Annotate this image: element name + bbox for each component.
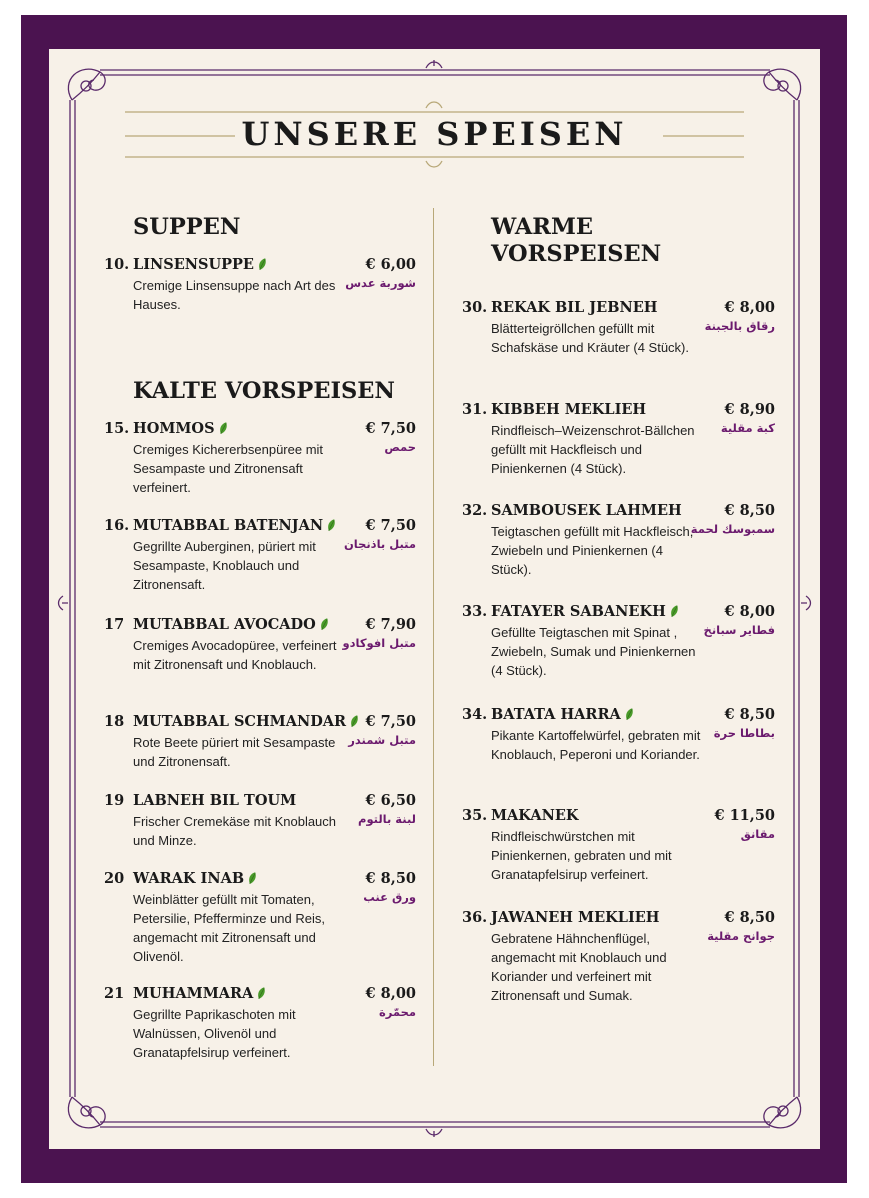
- item-description: Blätterteigröllchen gefüllt mit Schafskäse und Kräuter (4 Stück).: [491, 321, 689, 355]
- item-arabic-name: رقاق بالجبنة: [704, 319, 775, 333]
- menu-item: [104, 985, 416, 1062]
- item-description: Frischer Cremekäse mit Knoblauch und Minze.: [133, 814, 337, 848]
- vegan-leaf-icon: [258, 258, 267, 271]
- menu-item: [104, 420, 416, 497]
- menu-item: [462, 603, 775, 680]
- item-arabic-name: بطاطا حرة: [713, 726, 775, 740]
- item-description: Rindfleischwürstchen mit Pinienkernen, gebraten und mit Granatapfelsirup verfeinert.: [491, 829, 672, 882]
- item-arabic-name: كبة مقلية: [720, 421, 775, 435]
- item-description: Gebratene Hähnchenflügel, angemacht mit Knoblauch und Koriander und verfeinert mit Zitronensaft und Sumak.: [491, 931, 667, 1003]
- item-number: 15.: [104, 420, 130, 437]
- item-arabic-name: سمبوسك لحمة: [690, 522, 775, 536]
- item-description: Rindfleisch–Weizenschrot-Bällchen gefüllt mit Hackfleisch und Pinienkernen (4 Stück).: [491, 423, 695, 476]
- vegan-leaf-icon: [670, 605, 679, 618]
- item-name: MAKANEK: [491, 807, 579, 824]
- item-arabic-name: لبنة بالتوم: [358, 812, 416, 826]
- item-name: KIBBEH MEKLIEH: [491, 401, 647, 418]
- item-name: REKAK BIL JEBNEH: [491, 299, 658, 316]
- vegan-leaf-icon: [625, 708, 634, 721]
- section-title-warme-1: WARME: [491, 214, 594, 240]
- item-name: MUHAMMARA: [133, 985, 254, 1002]
- item-price: € 7,50: [365, 420, 416, 437]
- vegan-leaf-icon: [350, 715, 359, 728]
- item-arabic-name: فطاير سبانخ: [703, 623, 775, 637]
- item-number: 35.: [462, 807, 488, 824]
- item-number: 18: [104, 713, 125, 730]
- menu-item: [104, 713, 416, 771]
- item-arabic-name: مقانق: [740, 827, 775, 841]
- item-arabic-name: متبل باذنجان: [343, 537, 416, 551]
- item-price: € 7,50: [365, 517, 416, 534]
- item-price: € 8,50: [724, 909, 775, 926]
- item-price: € 8,50: [365, 870, 416, 887]
- item-name: MUTABBAL BATENJAN: [133, 517, 324, 534]
- vegan-leaf-icon: [320, 618, 329, 631]
- item-number: 34.: [462, 706, 488, 723]
- item-price: € 7,50: [365, 713, 416, 730]
- item-description: Pikante Kartoffelwürfel, gebraten mit Knoblauch, Peperoni und Koriander.: [491, 728, 701, 762]
- menu-item: [462, 502, 775, 579]
- menu-item: [462, 807, 775, 884]
- item-description: Rote Beete püriert mit Sesampaste und Zitronensaft.: [133, 735, 336, 769]
- item-price: € 7,90: [365, 616, 416, 633]
- item-price: € 8,50: [724, 706, 775, 723]
- menu-item: [104, 870, 416, 966]
- item-number: 19: [104, 792, 125, 809]
- menu-item: [104, 256, 416, 314]
- section-title-warme-2: VORSPEISEN: [491, 241, 662, 267]
- section-title-suppen: SUPPEN: [133, 214, 241, 240]
- column-divider: [433, 208, 434, 1066]
- item-name: MUTABBAL SCHMANDAR: [133, 713, 347, 730]
- menu-item: [104, 792, 416, 850]
- item-number: 16.: [104, 517, 130, 534]
- item-number: 10.: [104, 256, 130, 273]
- item-name: FATAYER SABANEKH: [491, 603, 666, 620]
- item-arabic-name: ورق عنب: [363, 890, 416, 904]
- item-price: € 8,90: [724, 401, 775, 418]
- item-arabic-name: جوانح مقلية: [707, 929, 775, 943]
- item-price: € 8,00: [724, 603, 775, 620]
- item-description: Teigtaschen gefüllt mit Hackfleisch, Zwiebeln und Pinienkernen (4 Stück).: [491, 524, 694, 577]
- item-name: HOMMOS: [133, 420, 215, 437]
- item-price: € 6,50: [365, 792, 416, 809]
- item-price: € 11,50: [714, 807, 775, 824]
- item-arabic-name: محمّرة: [378, 1005, 416, 1019]
- item-description: Weinblätter gefüllt mit Tomaten, Petersilie, Pfefferminze und Reis, angemacht mit Zitronensaft und Olivenöl.: [133, 892, 325, 964]
- item-name: LABNEH BIL TOUM: [133, 792, 297, 809]
- item-price: € 8,00: [724, 299, 775, 316]
- vegan-leaf-icon: [248, 872, 257, 885]
- item-number: 30.: [462, 299, 488, 316]
- item-description: Cremiges Kichererbsenpüree mit Sesampaste und Zitronensaft verfeinert.: [133, 442, 324, 495]
- item-name: JAWANEH MEKLIEH: [491, 909, 660, 926]
- menu-item: [462, 299, 775, 357]
- item-description: Gegrillte Auberginen, püriert mit Sesampaste, Knoblauch und Zitronensaft.: [133, 539, 316, 592]
- item-name: WARAK INAB: [133, 870, 245, 887]
- item-name: LINSENSUPPE: [133, 256, 254, 273]
- item-description: Cremiges Avocadopüree, verfeinert mit Zitronensaft und Knoblauch.: [133, 638, 337, 672]
- item-name: MUTABBAL AVOCADO: [133, 616, 316, 633]
- menu-item: [462, 401, 775, 478]
- item-number: 33.: [462, 603, 488, 620]
- item-arabic-name: شوربة عدس: [345, 276, 416, 290]
- menu-item: [462, 706, 775, 764]
- item-price: € 6,00: [365, 256, 416, 273]
- item-price: € 8,50: [724, 502, 775, 519]
- item-number: 20: [104, 870, 125, 887]
- item-price: € 8,00: [365, 985, 416, 1002]
- section-title-kalte-vorspeisen: KALTE VORSPEISEN: [133, 378, 395, 404]
- page-title: UNSERE SPEISEN: [241, 115, 628, 153]
- vegan-leaf-icon: [219, 422, 228, 435]
- item-number: 36.: [462, 909, 488, 926]
- item-name: BATATA HARRA: [491, 706, 621, 723]
- item-arabic-name: متبل شمندر: [348, 733, 416, 747]
- vegan-leaf-icon: [257, 987, 266, 1000]
- item-number: 32.: [462, 502, 488, 519]
- item-description: Gefüllte Teigtaschen mit Spinat , Zwiebeln, Sumak und Pinienkernen (4 Stück).: [491, 625, 696, 678]
- item-number: 17: [104, 616, 125, 633]
- item-description: Cremige Linsensuppe nach Art des Hauses.: [133, 278, 336, 312]
- menu-item: [462, 909, 775, 1005]
- item-arabic-name: حمص: [384, 440, 416, 454]
- item-number: 31.: [462, 401, 488, 418]
- item-description: Gegrillte Paprikaschoten mit Walnüssen, Olivenöl und Granatapfelsirup verfeinert.: [133, 1007, 296, 1060]
- vegan-leaf-icon: [327, 519, 336, 532]
- item-name: SAMBOUSEK LAHMEH: [491, 502, 682, 519]
- menu-item: [104, 616, 416, 674]
- item-arabic-name: متبل افوكادو: [342, 636, 416, 650]
- item-number: 21: [104, 985, 125, 1002]
- menu-item: [104, 517, 416, 594]
